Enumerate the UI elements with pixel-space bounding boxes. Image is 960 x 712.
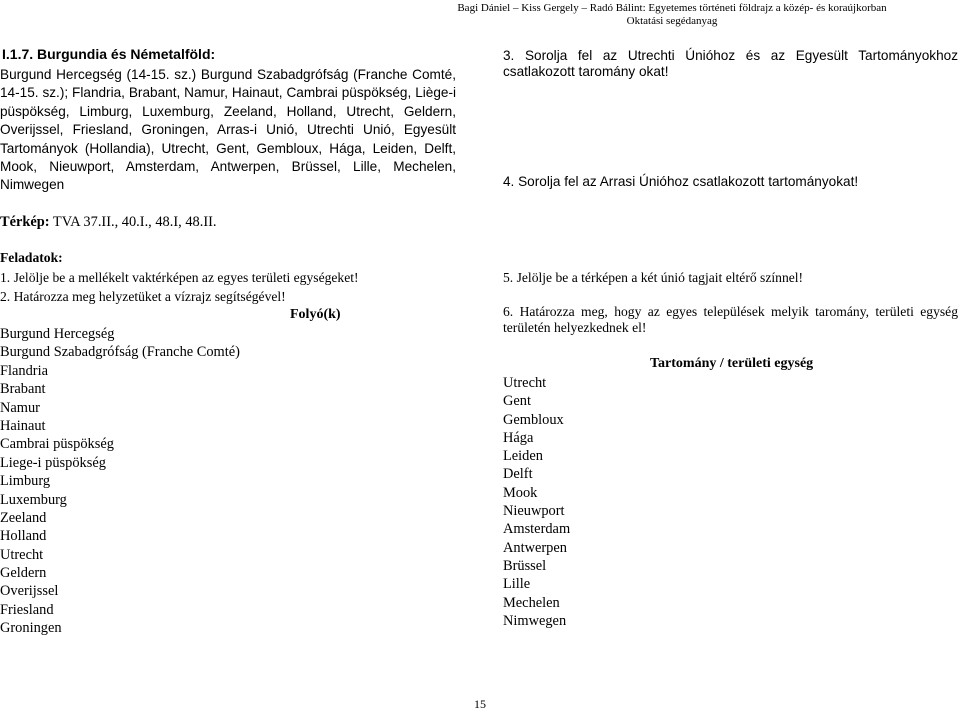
list-item: Luxemburg bbox=[0, 491, 67, 508]
list-item: Burgund Hercegség bbox=[0, 326, 115, 342]
list-item: Cambrai püspökség bbox=[0, 436, 114, 453]
task-4: 4. Sorolja fel az Arrasi Únióhoz csatlakozott tartományokat! bbox=[503, 174, 859, 189]
list-item: Utrecht bbox=[503, 375, 547, 391]
task-1: 1. Jelölje be a mellékelt vaktérképen az egyes területi egységeket! bbox=[0, 270, 359, 285]
task-5: 5. Jelölje be a térképen a két únió tagjait eltérő színnel! bbox=[503, 270, 804, 285]
list-item: Utrecht bbox=[0, 546, 44, 563]
list-item: Gembloux bbox=[503, 411, 564, 428]
map-ref-value: TVA 37.II., 40.I., 48.I, 48.II. bbox=[49, 214, 217, 230]
list-item: Amsterdam bbox=[503, 521, 571, 538]
list-item: Zeeland bbox=[0, 509, 47, 526]
list-item: Burgund Szabadgrófság (Franche Comté) bbox=[0, 344, 240, 361]
river-column-header: Folyó(k) bbox=[290, 307, 341, 322]
list-item: Hainaut bbox=[0, 417, 46, 434]
task-2: 2. Határozza meg helyzetüket a vízrajz segítségével! bbox=[0, 289, 286, 304]
list-item: Nimwegen bbox=[503, 612, 567, 629]
page-number: 15 bbox=[474, 697, 486, 711]
list-item: Hága bbox=[503, 429, 534, 446]
list-item: Antwerpen bbox=[503, 539, 567, 556]
list-item: Liege-i püspökség bbox=[0, 454, 106, 471]
list-item: Leiden bbox=[503, 448, 543, 465]
header-authors: Bagi Dániel – Kiss Gergely – Radó Bálint: Egyetemes történeti földrajz a közép- és koraújkorban bbox=[457, 2, 887, 14]
list-item: Gent bbox=[503, 393, 531, 410]
list-item: Delft bbox=[503, 466, 533, 483]
section-intro: Burgund Hercegség (14-15. sz.) Burgund Szabadgrófság (Franche Comté, 14-15. sz.); Flandria, Brabant, Namur, Hainaut, Cambrai püspökség, Liège-i püspökség, Limburg, Luxemburg, Zeeland, Holland, Utrecht, Geldern, Overijssel, Friesland, Groningen, Arras-i Unió, Utrechti Unió, Egyesült Tartományok (Hollandia), Utrecht, Gent, Gembloux, Hága, Leiden, Delft, Mook, Nieuwport, Amsterdam, Antwerpen, Brüssel, Lille, Mechelen, Nimwegen bbox=[0, 67, 456, 193]
map-reference bbox=[0, 214, 217, 231]
list-item: Brabant bbox=[0, 381, 46, 398]
settlement-list bbox=[503, 374, 570, 630]
list-item: Brüssel bbox=[503, 557, 547, 574]
list-item: Mook bbox=[503, 484, 538, 501]
list-item: Limburg bbox=[0, 473, 51, 490]
list-item: Holland bbox=[0, 528, 47, 545]
list-item: Namur bbox=[0, 399, 40, 416]
list-item: Friesland bbox=[0, 601, 54, 618]
territory-list bbox=[0, 325, 240, 638]
list-item: Geldern bbox=[0, 565, 47, 582]
map-ref-label: Térkép: bbox=[0, 214, 50, 230]
page-header bbox=[392, 2, 952, 28]
section-title: I.1.7. Burgundia és Németalföld: bbox=[2, 46, 216, 62]
list-item: Lille bbox=[503, 576, 531, 593]
task-3: 3. Sorolja fel az Utrechti Únióhoz és az Egyesült Tartományokhoz csatlakozott taromány okat! bbox=[503, 48, 958, 79]
header-subtitle: Oktatási segédanyag bbox=[626, 15, 718, 27]
list-item: Groningen bbox=[0, 620, 62, 637]
list-item: Mechelen bbox=[503, 594, 560, 611]
territory-column-header: Tartomány / területi egység bbox=[650, 356, 814, 371]
list-item: Nieuwport bbox=[503, 503, 565, 520]
list-item: Overijssel bbox=[0, 583, 59, 600]
list-item: Flandria bbox=[0, 362, 48, 379]
task-6: 6. Határozza meg, hogy az egyes települések melyik taromány, területi egység területén helyezkednek el! bbox=[503, 304, 958, 335]
tasks-label: Feladatok: bbox=[0, 250, 63, 265]
